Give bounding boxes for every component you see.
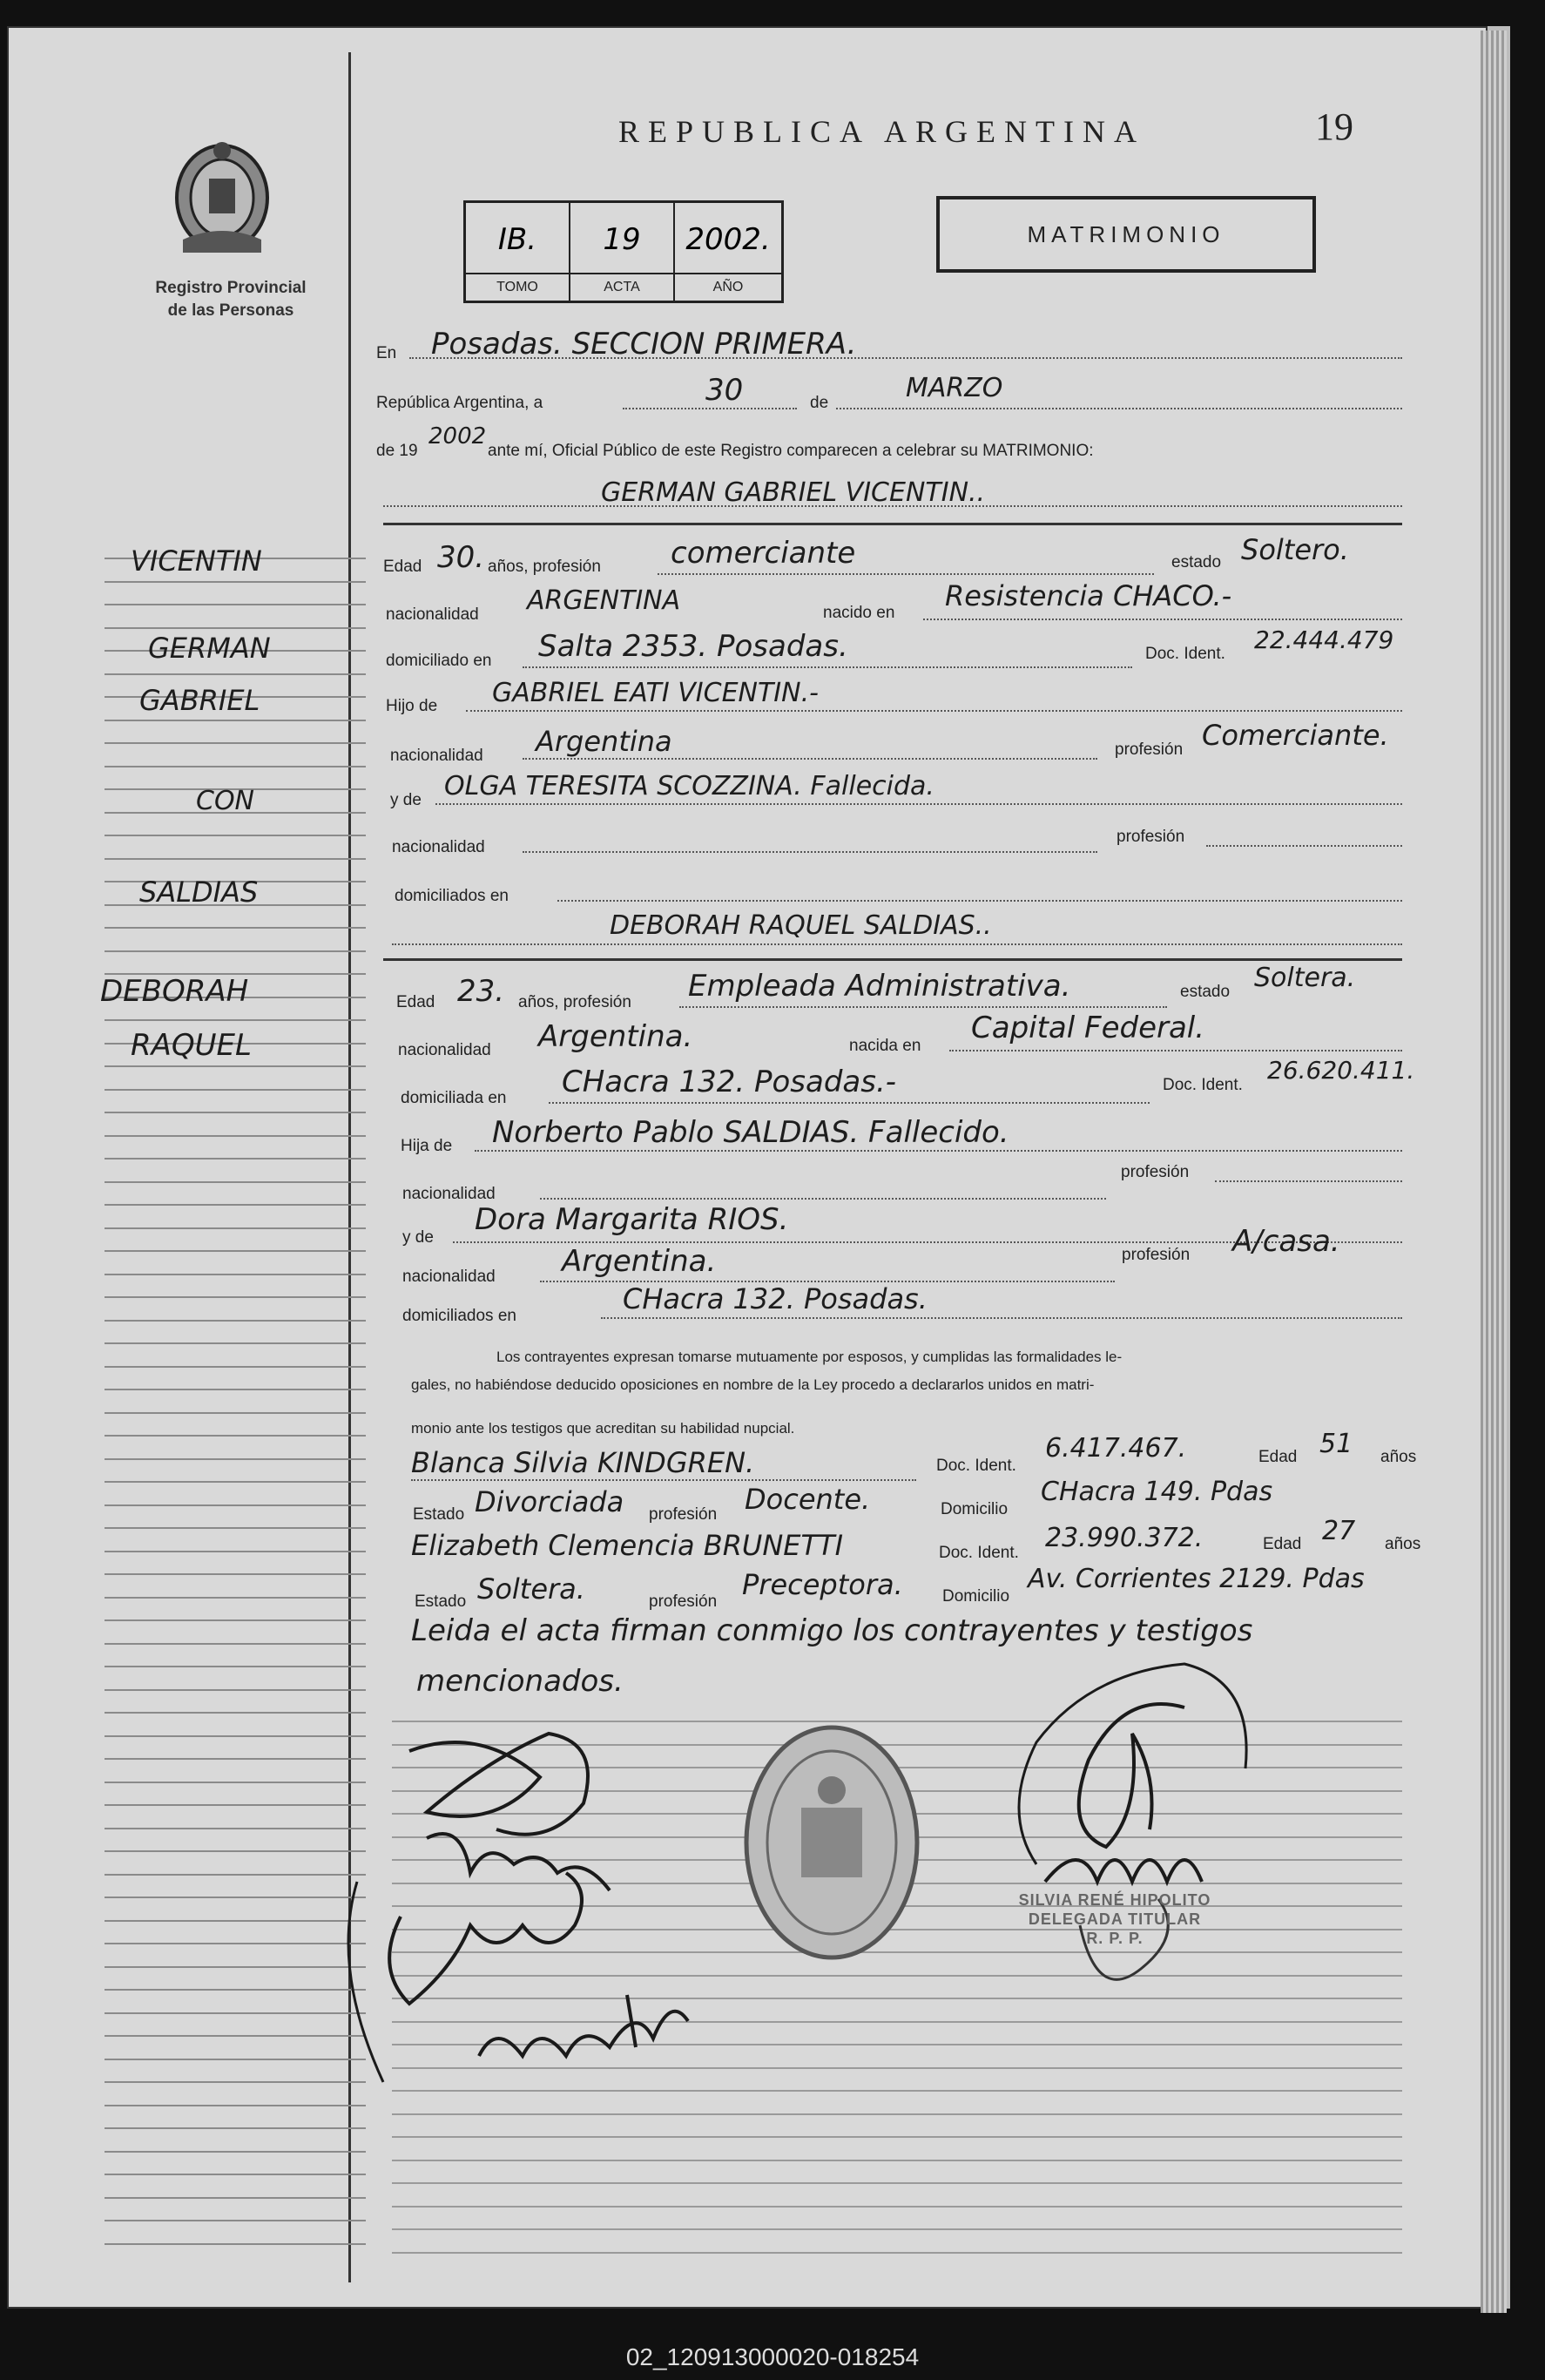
witness1-doc-label: Doc. Ident. <box>936 1457 1016 1475</box>
margin-rule <box>105 1204 366 1206</box>
bride-madre: Dora Margarita RIOS. <box>475 1202 789 1237</box>
margin-rule <box>105 673 366 675</box>
margin-rule <box>105 1181 366 1183</box>
groom-prof-label: años, profesión <box>488 558 601 576</box>
ante-text: ante mí, Oficial Público de este Registro comparecen a celebrar su MATRIMONIO: <box>488 442 1094 460</box>
groom-hijo-label: Hijo de <box>386 697 438 715</box>
de-label: de <box>810 394 829 412</box>
country-title: REPUBLICA ARGENTINA <box>618 114 1146 149</box>
margin-rule <box>105 858 366 860</box>
witness2-edad: 27 <box>1322 1516 1356 1546</box>
margin-rule <box>105 2197 366 2199</box>
groom-padre-prof-label: profesión <box>1115 740 1184 759</box>
bride-padre-nac-label: nacionalidad <box>402 1185 496 1203</box>
margin-rule <box>105 2127 366 2129</box>
scan-id: 02_120913000020-018254 <box>625 2343 920 2370</box>
margin-rule <box>105 1458 366 1460</box>
bride-hija-label: Hija de <box>401 1137 453 1155</box>
witness1-estado: Divorciada <box>475 1485 624 1518</box>
groom-profesion: comerciante <box>671 536 856 571</box>
groom-name-line <box>383 505 1402 507</box>
groom-edad-label: Edad <box>383 558 422 576</box>
act-type-box: MATRIMONIO <box>936 196 1316 273</box>
officer-stamp: SILVIA RENÉ HIPOLITO DELEGADA TITULAR R. P. P. <box>1018 1891 1211 1947</box>
year-value: 2002 <box>428 423 487 450</box>
witness2-edad-label: Edad <box>1263 1535 1302 1553</box>
bride-doc-label: Doc. Ident. <box>1163 1076 1243 1094</box>
bride-prof-label: años, profesión <box>518 993 631 1011</box>
witness2-doc-label: Doc. Ident. <box>939 1544 1019 1562</box>
section-separator <box>383 523 1402 525</box>
body-rule <box>392 2252 1402 2254</box>
acta-value: 19 <box>603 222 641 257</box>
witness1-edad: 51 <box>1319 1429 1353 1459</box>
margin-rule <box>105 581 366 583</box>
margin-rule <box>105 1435 366 1437</box>
declaration-line3: monio ante los testigos que acreditan su habilidad nupcial. <box>411 1420 795 1437</box>
margin-rule <box>105 1573 366 1575</box>
officer-signature-icon <box>984 1638 1263 2021</box>
page-edge <box>1481 30 1507 2313</box>
registry-name: Registro Provincial de las Personas <box>155 279 307 320</box>
bride-doc: 26.620.411. <box>1267 1056 1415 1085</box>
bride-padre: Norberto Pablo SALDIAS. Fallecido. <box>492 1115 1009 1150</box>
margin-rule <box>105 1689 366 1691</box>
witness2-dom-label: Domicilio <box>942 1587 1010 1606</box>
bride-madre-prof: A/casa. <box>1232 1224 1340 1259</box>
witness1-dom-label: Domicilio <box>941 1500 1009 1518</box>
day-line <box>623 408 797 409</box>
margin-groom-surname: VICENTIN <box>131 544 262 578</box>
bride-doms-value: CHacra 132. Posadas. <box>623 1282 928 1315</box>
margin-rule <box>105 1551 366 1552</box>
margin-rule <box>105 1320 366 1322</box>
groom-padre-line <box>466 710 1402 712</box>
body-rule <box>392 2136 1402 2138</box>
margin-rule <box>105 604 366 605</box>
witness2-doc: 23.990.372. <box>1045 1523 1204 1553</box>
witness1-anos-label: años <box>1380 1448 1417 1466</box>
margin-rule <box>105 2220 366 2221</box>
margin-rule <box>105 1504 366 1506</box>
witness2-estado-label: Estado <box>415 1592 467 1611</box>
closing-line1: Leida el acta firman conmigo los contrayentes y testigos <box>411 1613 1253 1648</box>
margin-rule <box>105 1597 366 1599</box>
groom-doc: 22.444.479 <box>1254 625 1394 654</box>
groom-dom-label: domiciliado en <box>386 652 492 670</box>
de19-label: de 19 <box>376 442 418 460</box>
day-value: 30 <box>705 373 744 408</box>
margin-rule <box>105 1481 366 1483</box>
bride-yde-label: y de <box>402 1228 434 1247</box>
bride-padre-prof-label: profesión <box>1121 1163 1190 1181</box>
margin-rule <box>105 2174 366 2175</box>
bride-domicilio: CHacra 132. Posadas.- <box>562 1065 897 1099</box>
record-box <box>463 200 784 303</box>
ano-value: 2002. <box>685 222 771 257</box>
bride-padre-line <box>475 1150 1402 1152</box>
groom-madre-prof-line <box>1206 845 1402 847</box>
groom-estado: Soltero. <box>1241 533 1349 566</box>
margin-rule <box>105 1089 366 1091</box>
groom-full-name: GERMAN GABRIEL VICENTIN.. <box>601 477 986 508</box>
body-rule <box>392 2160 1402 2161</box>
bride-full-name: DEBORAH RAQUEL SALDIAS.. <box>610 910 992 941</box>
margin-rule <box>105 1643 366 1645</box>
bride-prof-line <box>679 1006 1167 1008</box>
body-rule <box>392 2206 1402 2208</box>
groom-madre-prof-label: profesión <box>1117 828 1185 846</box>
margin-rule <box>105 720 366 721</box>
witness1-estado-label: Estado <box>413 1505 465 1524</box>
registry-seal-icon <box>165 135 279 257</box>
margin-groom-name2: GABRIEL <box>139 684 260 717</box>
margin-rule <box>105 1019 366 1021</box>
declaration-line2: gales, no habiéndose deducido oposiciones en nombre de la Ley procedo a declararlos unidos en matri- <box>411 1376 1095 1393</box>
witness1-domicilio: CHacra 149. Pdas <box>1041 1477 1273 1507</box>
acta-cell <box>570 203 675 301</box>
republica-label: República Argentina, a <box>376 394 543 412</box>
margin-rule <box>105 1296 366 1298</box>
margin-bride-surname: SALDIAS <box>139 876 259 909</box>
groom-estado-label: estado <box>1171 553 1222 571</box>
tomo-cell <box>466 203 570 301</box>
margin-rule <box>105 835 366 836</box>
groom-nacido: Resistencia CHACO.- <box>945 579 1232 612</box>
margin-bride-name2: RAQUEL <box>131 1028 252 1063</box>
tomo-value: IB. <box>497 222 537 257</box>
groom-yde-label: y de <box>390 791 422 809</box>
ano-label: AÑO <box>675 273 781 301</box>
place-line <box>409 357 1402 359</box>
groom-edad: 30. <box>437 540 485 575</box>
groom-domicilio: Salta 2353. Posadas. <box>538 629 848 664</box>
body-rule <box>392 2182 1402 2184</box>
margin-rule <box>105 950 366 952</box>
margin-rule <box>105 1412 366 1414</box>
page-number: 19 <box>1315 105 1353 148</box>
margin-rule <box>105 1619 366 1621</box>
groom-nacido-label: nacido en <box>823 604 895 622</box>
tomo-label: TOMO <box>466 273 569 301</box>
groom-padre-nac-line <box>523 758 1097 760</box>
margin-rule <box>105 742 366 744</box>
witness2-estado: Soltera. <box>477 1572 585 1606</box>
bride-nacida-line <box>949 1050 1402 1051</box>
witness2-prof-label: profesión <box>649 1592 718 1611</box>
witness1-line <box>411 1479 916 1481</box>
witness1-edad-label: Edad <box>1258 1448 1298 1466</box>
witness2-domicilio: Av. Corrientes 2129. Pdas <box>1028 1564 1365 1594</box>
margin-rule <box>105 1112 366 1113</box>
bride-padre-nac-line <box>540 1198 1106 1200</box>
groom-padre-prof: Comerciante. <box>1202 719 1389 752</box>
bride-padre-prof-line <box>1215 1180 1402 1182</box>
groom-madre-nac-label: nacionalidad <box>392 838 485 856</box>
bride-nacionalidad: Argentina. <box>538 1019 693 1054</box>
bride-madre-prof-label: profesión <box>1122 1246 1191 1264</box>
declaration-line1: Los contrayentes expresan tomarse mutuamente por esposos, y cumplidas las formalidades le- <box>496 1349 1123 1365</box>
margin-rule <box>105 1250 366 1252</box>
bride-nac-label: nacionalidad <box>398 1041 491 1059</box>
margin-rule <box>105 1274 366 1275</box>
margin-con: CON <box>196 786 255 816</box>
groom-dom-line <box>523 666 1132 668</box>
margin-rule <box>105 2243 366 2245</box>
acta-label: ACTA <box>570 273 673 301</box>
bride-dom-label: domiciliada en <box>401 1089 507 1107</box>
bride-name-line <box>392 943 1402 945</box>
groom-padre-nac: Argentina <box>536 725 672 758</box>
margin-bride-name1: DEBORAH <box>100 974 249 1009</box>
margin-rule <box>105 927 366 929</box>
witness1-prof-label: profesión <box>649 1505 718 1524</box>
groom-doms-line <box>557 900 1402 902</box>
bride-estado: Soltera. <box>1254 963 1356 993</box>
body-rule <box>392 2228 1402 2230</box>
bride-estado-label: estado <box>1180 983 1231 1001</box>
bride-madre-nac-label: nacionalidad <box>402 1268 496 1286</box>
groom-padre: GABRIEL EATI VICENTIN.- <box>492 678 819 708</box>
bride-doms-line <box>601 1317 1402 1319</box>
margin-rule <box>105 1158 366 1160</box>
margin-groom-name1: GERMAN <box>148 632 271 665</box>
bride-nacida: Capital Federal. <box>971 1011 1205 1045</box>
margin-rule <box>105 2151 366 2153</box>
bride-edad: 23. <box>457 974 505 1009</box>
margin-rule <box>105 1227 366 1229</box>
groom-madre: OLGA TERESITA SCOZZINA. Fallecida. <box>444 771 934 801</box>
bride-doms-label: domiciliados en <box>402 1307 516 1325</box>
margin-rule <box>105 627 366 629</box>
groom-doms-label: domiciliados en <box>395 887 509 905</box>
place-value: Posadas. SECCION PRIMERA. <box>431 327 857 362</box>
margin-rule <box>105 1389 366 1390</box>
witness1-doc: 6.417.467. <box>1045 1433 1187 1464</box>
bride-dom-line <box>549 1102 1150 1104</box>
month-line <box>836 408 1402 409</box>
margin-rule <box>105 766 366 767</box>
groom-prof-line <box>658 573 1154 575</box>
margin-rule <box>105 1666 366 1667</box>
section-separator-2 <box>383 958 1402 961</box>
margin-rule <box>105 1342 366 1344</box>
groom-padre-nac-label: nacionalidad <box>390 747 483 765</box>
bride-profesion: Empleada Administrativa. <box>688 969 1071 1004</box>
margin-rule <box>105 1366 366 1368</box>
witness2-name: Elizabeth Clemencia BRUNETTI <box>411 1529 844 1562</box>
groom-nac-label: nacionalidad <box>386 605 479 624</box>
margin-rule <box>105 1065 366 1067</box>
witness1-name: Blanca Silvia KINDGREN. <box>411 1446 755 1479</box>
margin-rule <box>105 1527 366 1529</box>
groom-madre-nac-line <box>523 851 1097 853</box>
witness2-anos-label: años <box>1385 1535 1421 1553</box>
month-value: MARZO <box>906 373 1003 403</box>
bride-nacida-label: nacida en <box>849 1037 921 1055</box>
bride-edad-label: Edad <box>396 993 435 1011</box>
margin-rule <box>105 1135 366 1137</box>
ano-cell <box>675 203 781 301</box>
bride-madre-nac: Argentina. <box>562 1244 717 1279</box>
witness2-profesion: Preceptora. <box>742 1568 903 1601</box>
groom-madre-line <box>435 803 1402 805</box>
en-label: En <box>376 344 397 362</box>
closing-line2: mencionados. <box>416 1664 624 1699</box>
groom-doc-label: Doc. Ident. <box>1145 645 1225 663</box>
witness1-profesion: Docente. <box>745 1483 871 1516</box>
signature-group-left-icon <box>322 1707 810 2126</box>
groom-nacionalidad: ARGENTINA <box>527 585 681 616</box>
groom-nacido-line <box>923 619 1402 620</box>
official-seal-icon <box>740 1721 923 1964</box>
